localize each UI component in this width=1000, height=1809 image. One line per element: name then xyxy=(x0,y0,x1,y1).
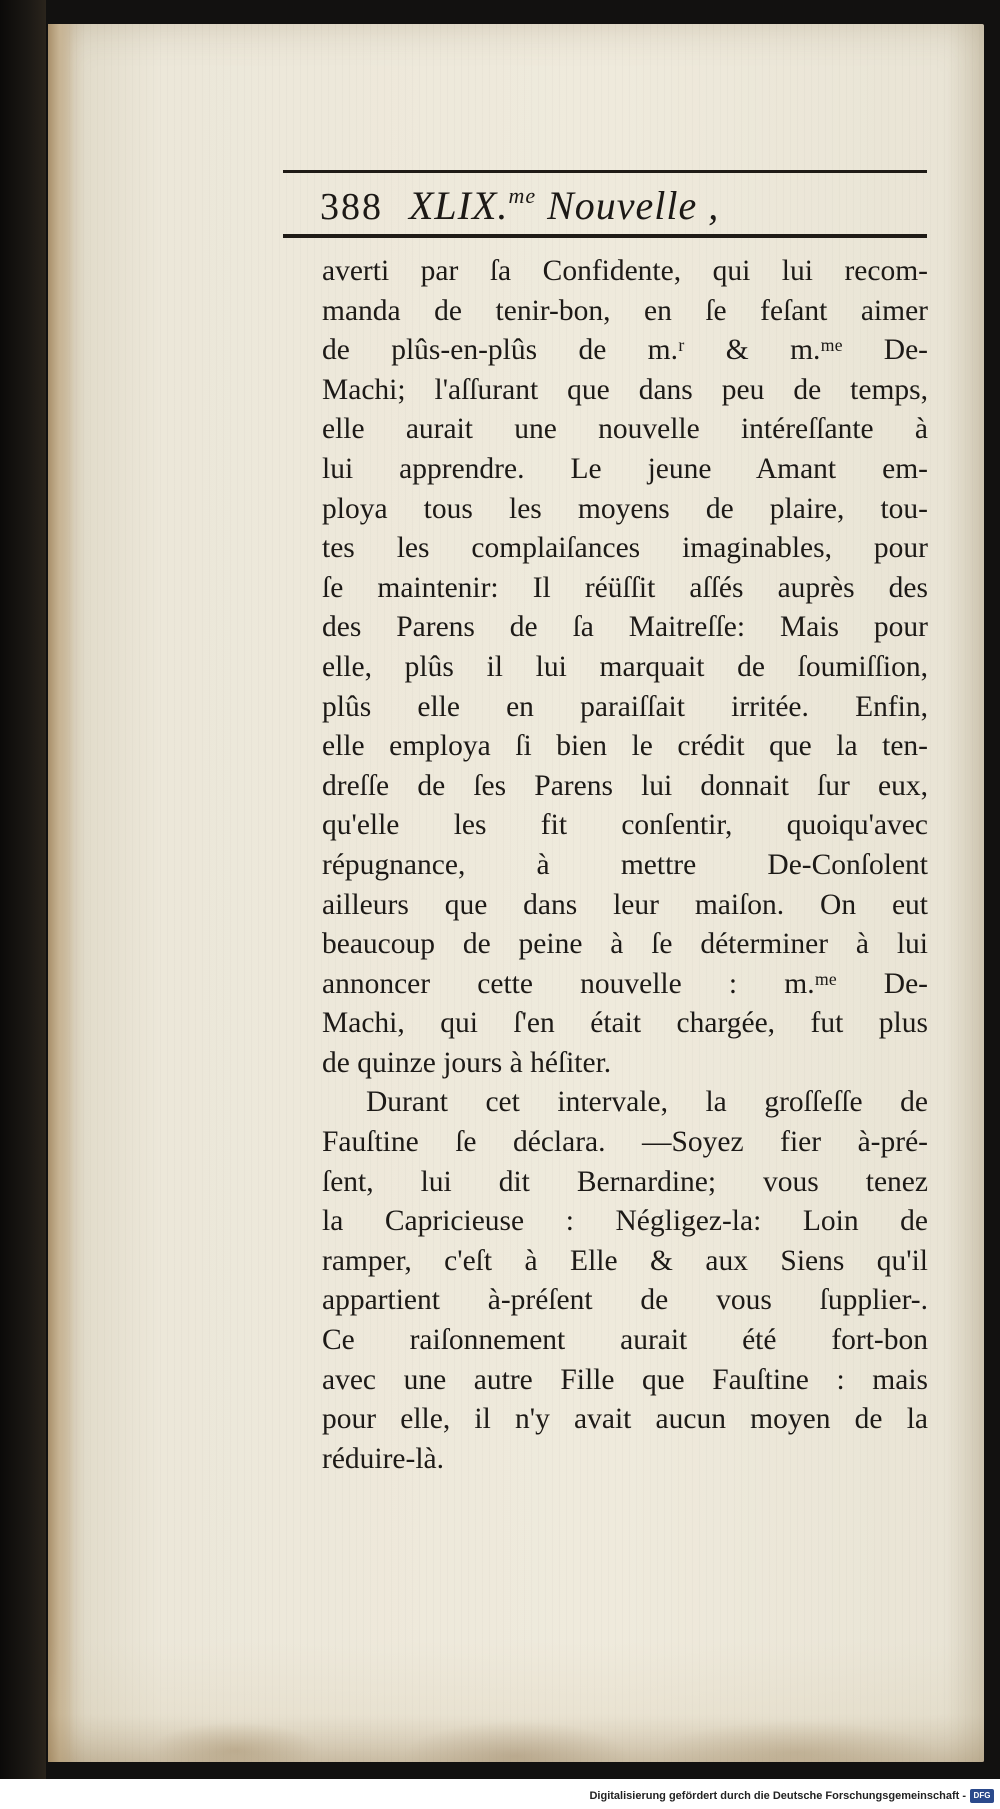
text-line: elle aurait une nouvelle intéreſſante à xyxy=(322,413,928,446)
page-number: 388 xyxy=(320,186,383,228)
text-line: ploya tous les moyens de plaire, tou- xyxy=(322,492,928,525)
scan-background-left xyxy=(0,0,46,1790)
text-line: pour elle, il n'y avait aucun moyen de la xyxy=(322,1403,928,1436)
text-line: des Parens de ſa Maitreſſe: Mais pour xyxy=(322,611,928,644)
text-line: lui apprendre. Le jeune Amant em- xyxy=(322,452,928,485)
running-header xyxy=(320,182,940,230)
page-gutter-shadow xyxy=(48,24,74,1762)
text-line: Machi, qui ſ'en était chargée, fut plus xyxy=(322,1007,928,1040)
text-line: annoncer cette nouvelle : m.ᵐᵉ De- xyxy=(322,967,928,1000)
text-line: appartient à-préſent de vous ſupplier-. xyxy=(322,1284,928,1317)
paragraph-end-line: réduire-là. xyxy=(322,1442,445,1475)
text-line: averti par ſa Confidente, qui lui recom- xyxy=(322,255,928,287)
title-numeral: XLIX. xyxy=(409,183,509,228)
text-line: ſent, lui dit Bernardine; vous tenez xyxy=(322,1165,928,1198)
text-line: avec une autre Fille que Fauſtine : mais xyxy=(322,1363,928,1396)
text-line: elle employa ſi bien le crédit que la ten- xyxy=(322,730,928,763)
text-line: la Capricieuse : Négligez-la: Loin de xyxy=(322,1205,928,1238)
funding-credit: Digitalisierung gefördert durch die Deutsche Forschungsgemeinschaft - xyxy=(589,1790,966,1802)
page-water-stain xyxy=(48,1642,984,1762)
text-line: ailleurs que dans leur maiſon. On eut xyxy=(322,888,928,921)
text-line: ſe maintenir: Il réüſſit aſſés auprès des xyxy=(322,571,928,604)
title-word: Nouvelle , xyxy=(547,183,720,228)
header-rule-top xyxy=(283,170,927,173)
text-line: manda de tenir-bon, en ſe feſant aimer xyxy=(322,294,928,327)
digitization-footer xyxy=(0,1779,1000,1809)
running-head-title xyxy=(409,183,719,228)
header-rule-bottom xyxy=(283,234,927,238)
text-line: de plûs-en-plûs de m.ʳ & m.ᵐᵉ De- xyxy=(322,334,928,367)
text-line: qu'elle les fit conſentir, quoiqu'avec xyxy=(322,809,928,842)
text-line: Machi; l'aſſurant que dans peu de temps, xyxy=(322,373,928,406)
text-line: ramper, c'eſt à Elle & aux Siens qu'il xyxy=(322,1244,928,1277)
paragraph-start-line: Durant cet intervale, la groſſeſſe de xyxy=(366,1086,928,1119)
text-line: plûs elle en paraiſſait irritée. Enfin, xyxy=(322,690,928,723)
text-line: elle, plûs il lui marquait de ſoumiſſion, xyxy=(322,650,928,683)
text-line: beaucoup de peine à ſe déterminer à lui xyxy=(322,928,928,961)
body-text xyxy=(322,252,928,1479)
paragraph-end-line: de quinze jours à héſiter. xyxy=(322,1046,612,1079)
text-line: Fauſtine ſe déclara. —Soyez fier à-pré- xyxy=(322,1126,928,1159)
text-line: dreſſe de ſes Parens lui donnait ſur eux, xyxy=(322,769,928,802)
title-superscript: me xyxy=(508,183,537,208)
dfg-logo: DFG xyxy=(970,1789,994,1803)
text-line: tes les complaiſances imaginables, pour xyxy=(322,532,928,565)
text-line: Ce raiſonnement aurait été fort-bon xyxy=(322,1324,928,1357)
text-line: répugnance, à mettre De-Conſolent xyxy=(322,848,928,881)
